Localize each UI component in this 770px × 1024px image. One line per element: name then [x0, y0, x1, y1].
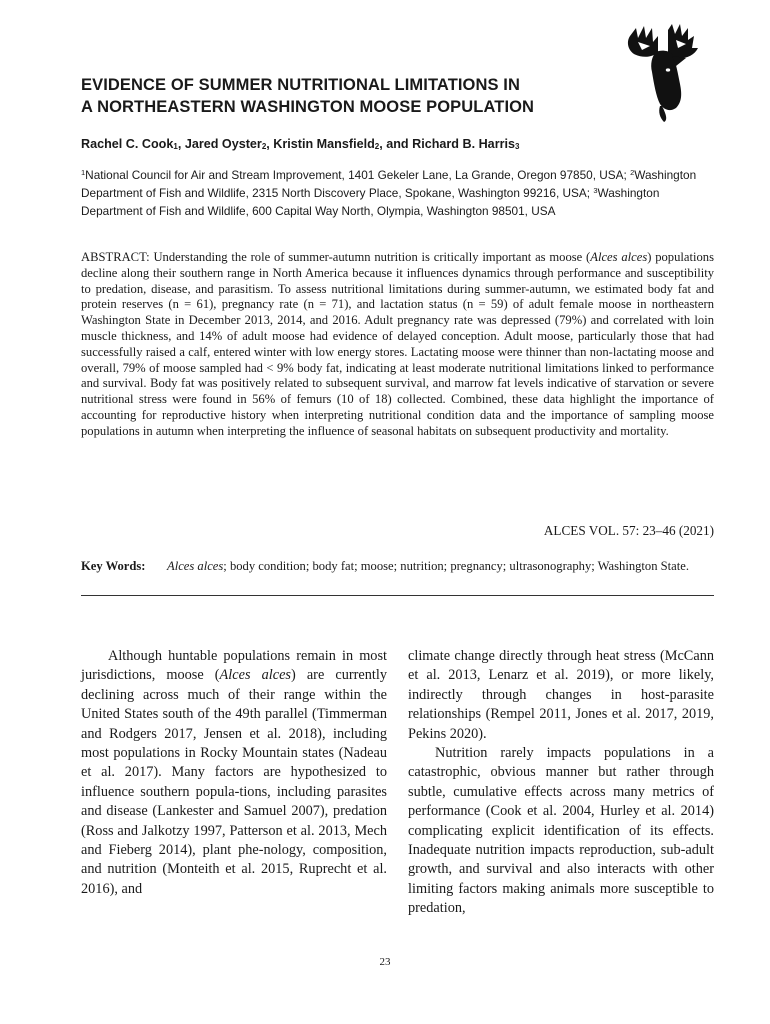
affiliation-text: Washington Department of Fish and Wildlife, 2315 North Discovery Place, Spokane, Washington 99216, USA;: [81, 168, 697, 200]
keywords: [81, 558, 714, 574]
affiliation-mark: 1: [81, 168, 86, 177]
title-line-2: A NORTHEASTERN WASHINGTON MOOSE POPULATION: [81, 98, 535, 116]
author-name: Jared Oyster: [184, 137, 262, 151]
body-column-left: [81, 647, 387, 899]
author-separator: ,: [266, 137, 274, 151]
abstract: [81, 250, 714, 440]
author-name: Richard B. Harris: [412, 137, 515, 151]
author-list: [81, 136, 701, 154]
affiliation-marker: 2: [374, 142, 380, 151]
article-title: [81, 74, 621, 118]
paragraph: Nutrition rarely impacts populations in a catastrophic, obvious manner but rather through subtle, cumulative effects across many metrics of performance (Cook et al. 2004, Hurley et al. 2014) complicating explicit identification of its effects. Inadequate nutrition impacts reproduction, sub-adult growth, and survival and also interacts with other limiting factors making animals more susceptible to predation,: [408, 745, 714, 917]
affiliation-marker: 3: [515, 142, 520, 151]
paragraph-text: ) are currently declining across much of their range within the United States south of the 49th parallel (Timmerman and Rodgers 2017, Jensen et al. 2018), including most populations in Rocky Mountain states (Nadeau et al. 2017). Many factors are hypothesized to influence southern popula-tions, including parasites and disease (Lankester and Samuel 2007), predation (Ross and Jalkotzy 1997, Patterson et al. 2013, Mech and Fieberg 2014), plant phe-nology, composition, and nutrition (Monteith et al. 2015, Ruprecht et al. 2016), and: [81, 667, 387, 897]
paragraph: climate change directly through heat stress (McCann et al. 2013, Lenarz et al. 2019), or more likely, indirectly through changes in host-parasite relationships (Rempel 2011, Jones et al. 2017, 2019, Pekins 2020).: [408, 648, 714, 742]
affiliation-marker: 2: [261, 142, 267, 151]
abstract-text: Understanding the role of summer-autumn nutrition is critically important as moose (: [149, 250, 591, 264]
keywords-label: Key Words:: [81, 559, 146, 573]
affiliations: [81, 167, 701, 219]
paragraph: [81, 647, 387, 899]
journal-citation: ALCES VOL. 57: 23–46 (2021): [543, 523, 714, 538]
author-separator: , and: [379, 137, 413, 151]
author-name: Kristin Mansfield: [273, 137, 375, 151]
abstract-species: Alces alces: [590, 250, 648, 264]
affiliation-marker: 1: [173, 142, 178, 151]
species-name: Alces alces: [219, 667, 291, 684]
abstract-text: ) populations decline along their southern range in North America because it influences dynamics through performance and susceptibility to predation, disease, and parasitism. To assess nutritional limitations during summer-autumn, we estimated body fat and protein reserves (n = 61), pregnancy rate (n = 71), and lactation status (n = 59) of adult female moose in northeastern Washington State in December 2013, 2014, and 2016. Adult pregnancy rate was depressed (79%) and correlated with loin muscle thickness, and 14% of adult moose had evidence of delayed conception. Adult moose, particularly those that had successfully raised a calf, entered winter with low energy stores. Lactating moose were thinner than non-lactating moose and overall, 79% of moose sampled had < 9% body fat, indicating at least moderate nutritional limitations linked to performance and survival. Body fat was positively related to subsequent survival, and marrow fat levels indicative of starvation or severe nutritional stress were found in 56% of femurs (10 of 18) collected. Combined, these data highlight the importance of accounting for reproductive history when interpreting nutritional condition data and the importance of sampling moose populations in autumn when interpreting the influence of seasonal habitats on subsequent productivity and mortality.: [81, 250, 714, 438]
section-divider: [81, 595, 714, 596]
affiliation-text: National Council for Air and Stream Improvement, 1401 Gekeler Lane, La Grande, Oregon 97850, USA;: [85, 168, 631, 182]
body-column-right: [408, 647, 714, 919]
keywords-list: [167, 558, 714, 574]
author-name: Rachel C. Cook: [81, 137, 174, 151]
keyword-species: Alces alces: [167, 559, 224, 573]
keywords-rest: ; body condition; body fat; moose; nutrition; pregnancy; ultrasonography; Washington State.: [223, 559, 690, 573]
paragraph-text: Although huntable populations remain in most jurisdictions, moose (: [81, 648, 387, 684]
affiliation-mark: 3: [593, 186, 598, 195]
page-number: 23: [379, 956, 391, 968]
title-line-1: EVIDENCE OF SUMMER NUTRITIONAL LIMITATIONS IN: [81, 76, 520, 94]
abstract-label: ABSTRACT:: [81, 250, 150, 264]
author-separator: ,: [177, 137, 185, 151]
affiliation-text: Washington Department of Fish and Wildlife, 600 Capital Way North, Olympia, Washington 98501, USA: [81, 186, 660, 218]
moose-head-icon: [622, 22, 704, 122]
affiliation-mark: 2: [630, 168, 635, 177]
